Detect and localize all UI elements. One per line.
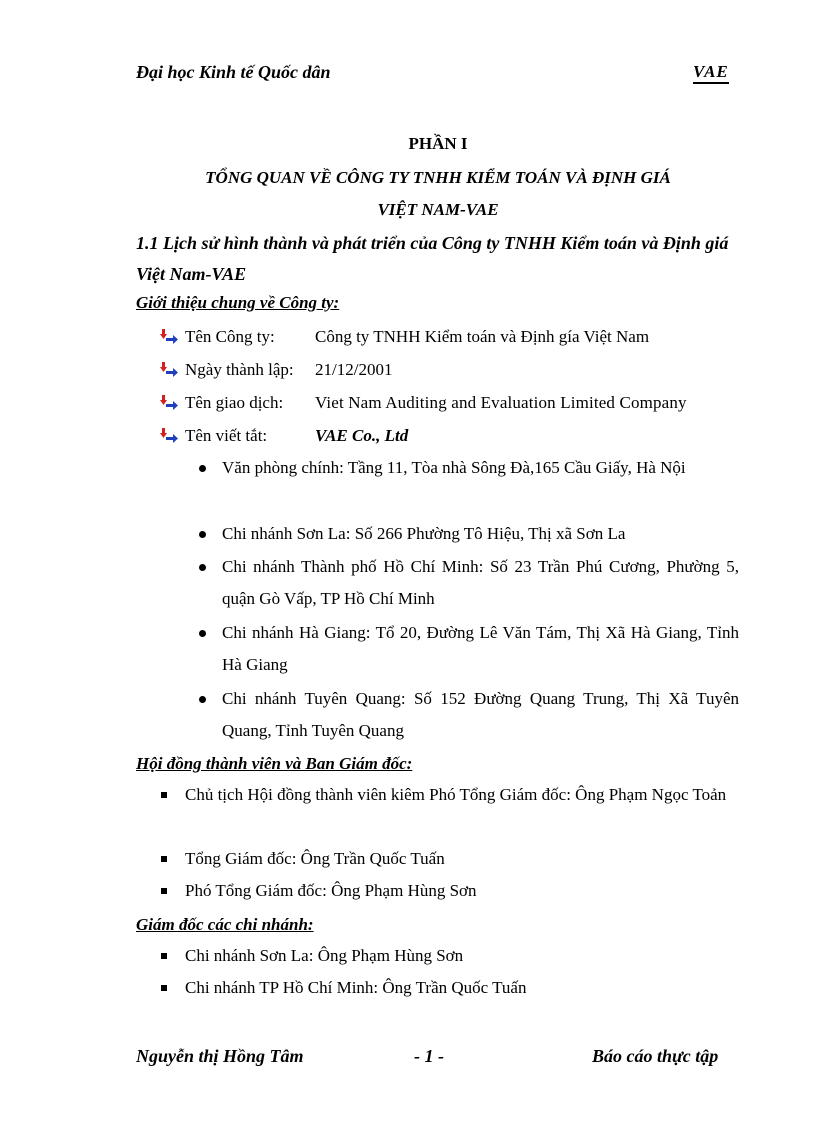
intro-heading: Giới thiệu chung về Công ty:: [136, 293, 340, 312]
office-item: Chi nhánh Hà Giang: Tổ 20, Đường Lê Văn Tám, Thị Xã Hà Giang, Tỉnh Hà Giang: [222, 623, 739, 674]
branch-directors-heading: Giám đốc các chi nhánh:: [136, 915, 314, 934]
chapter-title-line2: VIỆT NAM-VAE: [377, 200, 499, 219]
board-heading: Hội đồng thành viên và Ban Giám đốc:: [136, 754, 413, 773]
info-value: 21/12/2001: [315, 360, 393, 379]
branch-director-item: Chi nhánh TP Hồ Chí Minh: Ông Trần Quốc Tuấn: [185, 978, 527, 997]
info-value: Công ty TNHH Kiểm toán và Định gía Việt Nam: [315, 327, 650, 346]
info-label: Tên giao dịch:: [185, 393, 284, 412]
part-title: PHẦN I: [408, 134, 468, 153]
info-label: Ngày thành lập:: [185, 360, 294, 379]
chapter-title-line1: TỔNG QUAN VỀ CÔNG TY TNHH KIỂM TOÁN VÀ ĐỊNH GIÁ: [205, 168, 671, 187]
office-item: Chi nhánh Tuyên Quang: Số 152 Đường Quang Trung, Thị Xã Tuyên Quang, Tỉnh Tuyên Quang: [222, 689, 739, 740]
bullet-dot: [199, 696, 206, 703]
bullet-square: [161, 953, 167, 959]
board-item: Tổng Giám đốc: Ông Trần Quốc Tuấn: [185, 849, 445, 868]
board-item: Chủ tịch Hội đồng thành viên kiêm Phó Tổng Giám đốc: Ông Phạm Ngọc Toản: [185, 785, 727, 804]
section-heading-1-1: 1.1 Lịch sử hình thành và phát triển của Công ty TNHH Kiểm toán và Định giá Việt Nam-VAE: [136, 233, 729, 284]
bullet-dot: [199, 630, 206, 637]
bullet-square: [161, 792, 167, 798]
author-name: Nguyễn thị Hồng Tâm: [136, 1046, 304, 1066]
info-value: Viet Nam Auditing and Evaluation Limited Company: [315, 393, 687, 412]
info-label: Tên viết tắt:: [185, 426, 268, 445]
bullet-dot: [199, 465, 206, 472]
arrow-bullet-icon: [160, 362, 178, 378]
report-title: Báo cáo thực tập: [592, 1046, 719, 1066]
bullet-dot: [199, 531, 206, 538]
arrow-bullet-icon: [160, 428, 178, 444]
arrow-bullet-icon: [160, 395, 178, 411]
info-value: VAE Co., Ltd: [315, 426, 409, 445]
page-number: - 1 -: [414, 1046, 444, 1066]
bullet-square: [161, 888, 167, 894]
info-label: Tên Công ty:: [185, 327, 275, 346]
arrow-bullet-icon: [160, 329, 178, 345]
office-item: Văn phòng chính: Tầng 11, Tòa nhà Sông Đà,165 Cầu Giấy, Hà Nội: [222, 458, 686, 477]
bullet-square: [161, 985, 167, 991]
university-name: Đại học Kinh tế Quốc dân: [136, 62, 331, 82]
bullet-square: [161, 856, 167, 862]
vae-logo: VAE: [693, 62, 729, 84]
office-item: Chi nhánh Thành phố Hồ Chí Minh: Số 23 Trần Phú Cương, Phường 5, quận Gò Vấp, TP Hồ Chí Minh: [222, 557, 739, 608]
office-item: Chi nhánh Sơn La: Số 266 Phường Tô Hiệu, Thị xã Sơn La: [222, 524, 626, 543]
branch-director-item: Chi nhánh Sơn La: Ông Phạm Hùng Sơn: [185, 946, 464, 965]
bullet-dot: [199, 564, 206, 571]
board-item: Phó Tổng Giám đốc: Ông Phạm Hùng Sơn: [185, 881, 477, 900]
